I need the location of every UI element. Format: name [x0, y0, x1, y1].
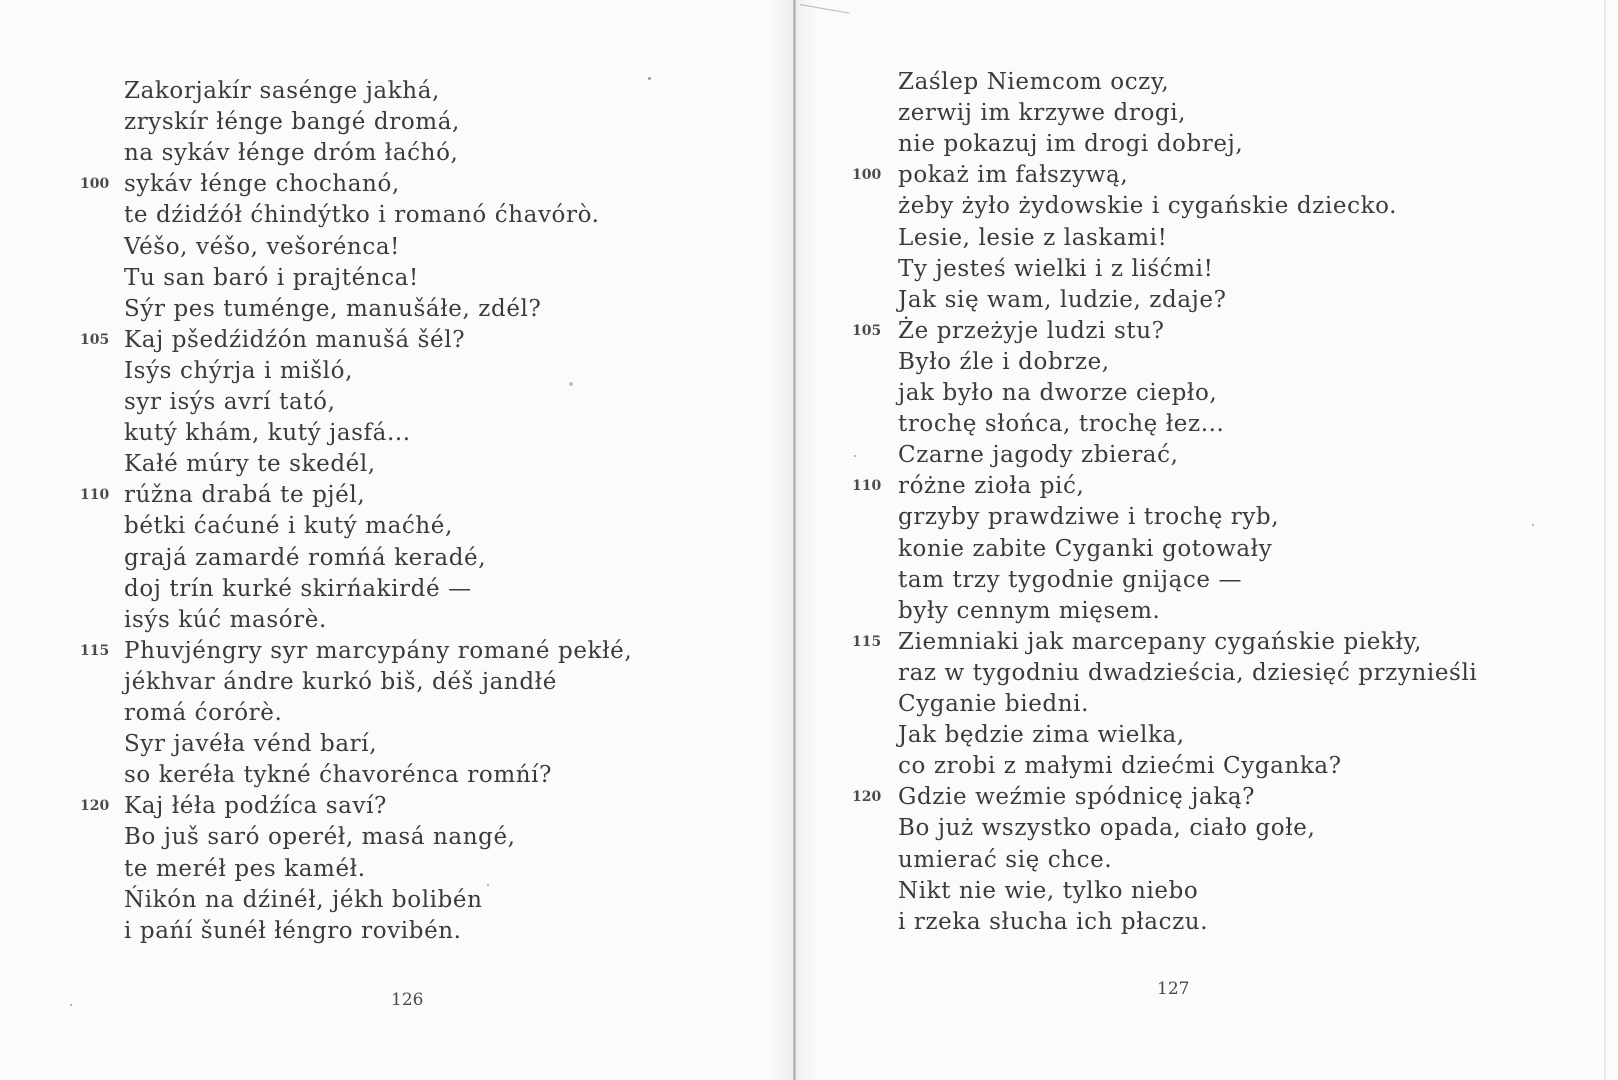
line-text: zryskír łénge bangé dromá,: [124, 109, 460, 136]
line-text: Tu san baró i prajténca!: [124, 264, 419, 291]
line-text: były cennym mięsem.: [898, 597, 1161, 624]
line-text: jékhvar ándre kurkó biš, déš jandłé: [124, 668, 557, 695]
line-text: i rzeka słucha ich płaczu.: [898, 908, 1209, 935]
line-text: Było źle i dobrze,: [898, 348, 1110, 375]
paper-speck: [648, 77, 651, 80]
line-text: na sykáv łénge dróm łaćhó,: [124, 140, 459, 167]
line-number: 100: [80, 176, 110, 193]
line-text: so keréła tykné ćhavorénca romńí?: [124, 762, 553, 789]
line-text: Kaj łéła podźíca saví?: [124, 793, 387, 820]
line-text: Kaj pšedźidźón manušá šél?: [124, 326, 466, 353]
line-text: Isýs chýrja i mišló,: [124, 357, 353, 384]
book-gutter: [793, 0, 796, 1080]
line-text: doj trín kurké skirńakirdé —: [124, 575, 472, 602]
line-text: Cyganie biedni.: [898, 691, 1090, 717]
line-text: romá ćorórè.: [124, 700, 283, 726]
line-text: Bo już wszystko opada, ciało gołe,: [898, 815, 1316, 842]
line-text: te dźidźół ćhindýtko i romanó ćhavórò.: [124, 202, 600, 229]
line-number: 100: [852, 167, 882, 184]
line-text: Nikt nie wie, tylko niebo: [898, 877, 1199, 904]
line-text: trochę słońca, trochę łez...: [898, 411, 1225, 438]
line-text: bétki ćaćuné i kutý maćhé,: [124, 513, 453, 540]
line-text: grzyby prawdziwe i trochę ryb,: [898, 504, 1280, 531]
line-text: Czarne jagody zbierać,: [898, 442, 1179, 469]
line-number: 105: [852, 322, 882, 339]
paper-speck: [487, 884, 489, 886]
line-number: 120: [852, 789, 882, 806]
line-text: Że przeżyje ludzi stu?: [898, 317, 1165, 344]
line-text: Zakorjakír sasénge jakhá,: [124, 78, 440, 104]
line-text: pokaż im fałszywą,: [898, 162, 1129, 189]
line-text: sykáv łénge chochanó,: [124, 171, 400, 198]
left-page-number: 126: [391, 990, 424, 1010]
line-text: różne zioła pić,: [898, 473, 1085, 500]
line-number: 115: [852, 633, 882, 650]
line-text: jak było na dworze ciepło,: [898, 380, 1218, 406]
line-number: 110: [852, 478, 882, 495]
line-text: syr isýs avrí tató,: [124, 389, 336, 415]
line-text: nie pokazuj im drogi dobrej,: [898, 131, 1244, 158]
paper-speck: [1532, 524, 1534, 526]
line-text: Bo juš saró operéł, masá nangé,: [124, 824, 516, 851]
line-text: grajá zamardé romńá keradé,: [124, 544, 487, 571]
line-text: Jak się wam, ludzie, zdaje?: [898, 286, 1227, 313]
line-text: co zrobi z małymi dziećmi Cyganka?: [898, 753, 1342, 780]
paper-speck: [70, 1004, 72, 1006]
line-text: Sýr pes tuménge, manušáłe, zdél?: [124, 295, 542, 322]
line-text: Ty jesteś wielki i z liśćmi!: [898, 255, 1214, 282]
line-text: Syr javéła vénd barí,: [124, 731, 378, 758]
line-text: isýs kúć masórè.: [124, 606, 327, 633]
line-text: Kałé múry te skedél,: [124, 451, 376, 478]
line-text: Zaślep Niemcom oczy,: [898, 69, 1170, 95]
line-number: 115: [80, 642, 110, 659]
line-text: Jak będzie zima wielka,: [898, 722, 1185, 749]
line-text: żeby żyło żydowskie i cygańskie dziecko.: [898, 193, 1398, 220]
line-text: i pańí šunéł łéngro rovibén.: [124, 917, 462, 944]
line-text: Ńikón na dźinéł, jékh bolibén: [124, 886, 483, 913]
line-text: umierać się chce.: [898, 846, 1113, 873]
line-text: Phuvjéngry syr marcypány romané pekłé,: [124, 637, 633, 664]
line-text: zerwij im krzywe drogi,: [898, 100, 1187, 127]
right-page-number: 127: [1157, 979, 1190, 999]
page-edge: [1604, 0, 1606, 1080]
line-text: te meréł pes kaméł.: [124, 855, 366, 882]
line-number: 105: [80, 331, 110, 348]
line-text: Véšo, véšo, vešorénca!: [124, 233, 400, 260]
line-text: Gdzie weźmie spódnicę jaką?: [898, 784, 1256, 811]
paper-speck: [854, 455, 856, 457]
line-number: 110: [80, 487, 110, 504]
line-text: konie zabite Cyganki gotowały: [898, 535, 1273, 562]
line-text: tam trzy tygodnie gnijące —: [898, 566, 1243, 593]
line-text: rúžna drabá te pjél,: [124, 482, 366, 509]
line-text: kutý khám, kutý jasfá...: [124, 420, 411, 447]
line-text: Lesie, lesie z laskami!: [898, 224, 1168, 251]
line-text: Ziemniaki jak marcepany cygańskie piekły,: [898, 628, 1422, 655]
line-text: raz w tygodniu dwadzieścia, dziesięć przynieśli: [898, 659, 1478, 686]
line-number: 120: [80, 798, 110, 815]
paper-speck: [569, 382, 573, 386]
